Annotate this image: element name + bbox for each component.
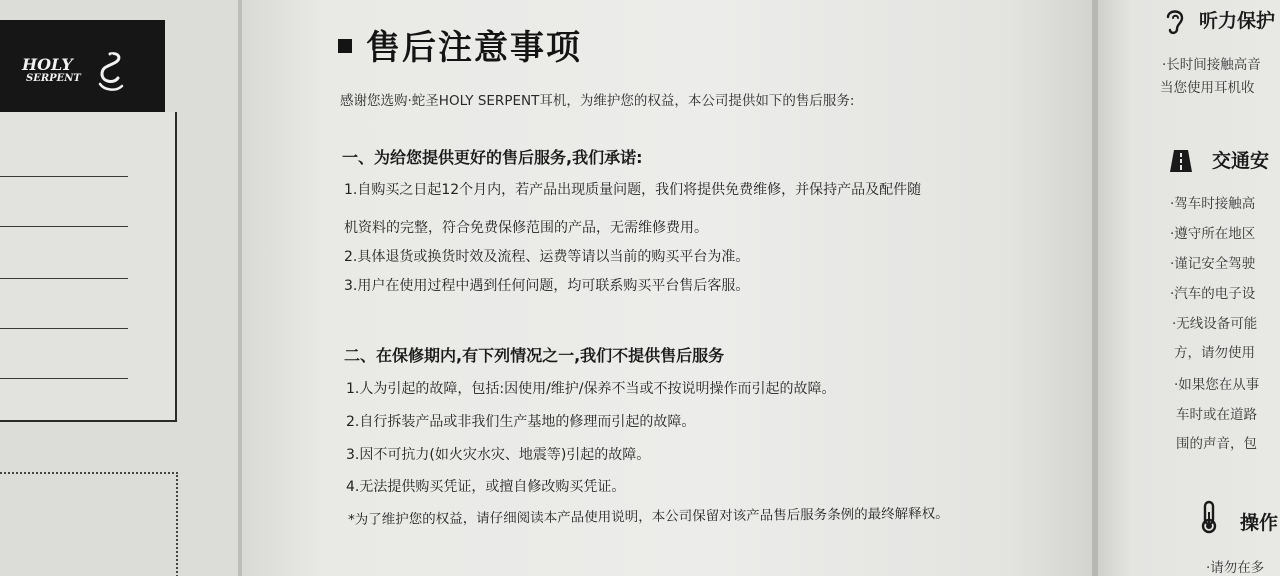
title-bullet-square — [338, 39, 352, 53]
traffic-safety-heading: 交通安 — [1212, 150, 1270, 172]
section2-item: 1.人为引起的故障，包括:因使用/维护/保养不当或不按说明操作而引起的故障。 — [346, 381, 836, 397]
brand-logo-line2: SERPENT — [26, 73, 81, 84]
section2-heading: 二、在保修期内,有下列情况之一,我们不提供售后服务 — [344, 346, 725, 365]
traffic-line: 方，请勿使用 — [1174, 345, 1255, 361]
section2-item: 3.因不可抗力(如火灾水灾、地震等)引起的故障。 — [346, 447, 651, 463]
intro-text: 感谢您选购·蛇圣HOLY SERPENT耳机，为维护您的权益，本公司提供如下的售后服务: — [340, 93, 855, 109]
section1-heading: 一、为给您提供更好的售后服务,我们承诺: — [342, 148, 643, 167]
disclaimer-note: *为了维护您的权益，请仔细阅读本产品使用说明，本公司保留对该产品售后服务条例的最终解释权。 — [347, 505, 949, 528]
traffic-line: ·汽车的电子设 — [1170, 286, 1256, 302]
traffic-line: ·无线设备可能 — [1172, 316, 1258, 332]
form-line — [0, 226, 128, 227]
section1-item: 3.用户在使用过程中遇到任何问题，均可联系购买平台售后客服。 — [344, 278, 750, 294]
page-title — [338, 20, 582, 69]
road-icon — [1168, 148, 1194, 174]
thermometer-icon — [1198, 500, 1220, 534]
ear-icon — [1164, 6, 1186, 36]
section2-item: 2.自行拆装产品或非我们生产基地的修理而引起的故障。 — [346, 414, 696, 430]
warranty-form-box — [0, 112, 177, 422]
hearing-line: 当您使用耳机收 — [1160, 80, 1255, 96]
traffic-line: ·驾车时接触高 — [1170, 196, 1256, 212]
safety-panel — [1098, 0, 1280, 576]
form-line — [0, 378, 128, 379]
brand-logo-line1: HOLY — [22, 55, 73, 74]
form-line — [0, 278, 128, 279]
fold-shadow-left — [238, 0, 242, 576]
form-line — [0, 176, 128, 177]
hearing-line: ·长时间接触高音 — [1162, 57, 1261, 73]
section1-item: 1.自购买之日起12个月内，若产品出现质量问题，我们将提供免费维修，并保持产品及配件随 — [344, 182, 922, 198]
section1-item: 机资料的完整，符合免费保修范围的产品，无需维修费用。 — [344, 220, 708, 236]
section1-item: 2.具体退货或换货时效及流程、运费等请以当前的购买平台为准。 — [344, 249, 750, 265]
brand-logo-text — [22, 55, 81, 86]
form-line — [0, 328, 128, 329]
after-sales-panel — [238, 0, 1098, 576]
traffic-line: ·如果您在从事 — [1174, 377, 1260, 393]
snake-logo-icon — [92, 50, 126, 94]
hearing-protection-heading: 听力保护 — [1199, 10, 1276, 32]
traffic-line: ·遵守所在地区 — [1170, 226, 1256, 242]
traffic-line: ·谨记安全驾驶 — [1170, 256, 1256, 272]
traffic-line: 围的声音，包 — [1176, 436, 1257, 452]
traffic-line: 车时或在道路 — [1176, 407, 1257, 423]
page-title-text: 售后注意事项 — [366, 28, 582, 68]
dotted-cut-box — [0, 472, 178, 576]
section2-item: 4.无法提供购买凭证，或擅自修改购买凭证。 — [346, 479, 626, 495]
operation-line: ·请勿在多 — [1206, 560, 1265, 576]
operation-heading: 操作 — [1240, 512, 1279, 534]
brand-header — [0, 20, 165, 112]
warranty-card-panel — [0, 0, 238, 576]
brand-logo — [22, 50, 132, 100]
